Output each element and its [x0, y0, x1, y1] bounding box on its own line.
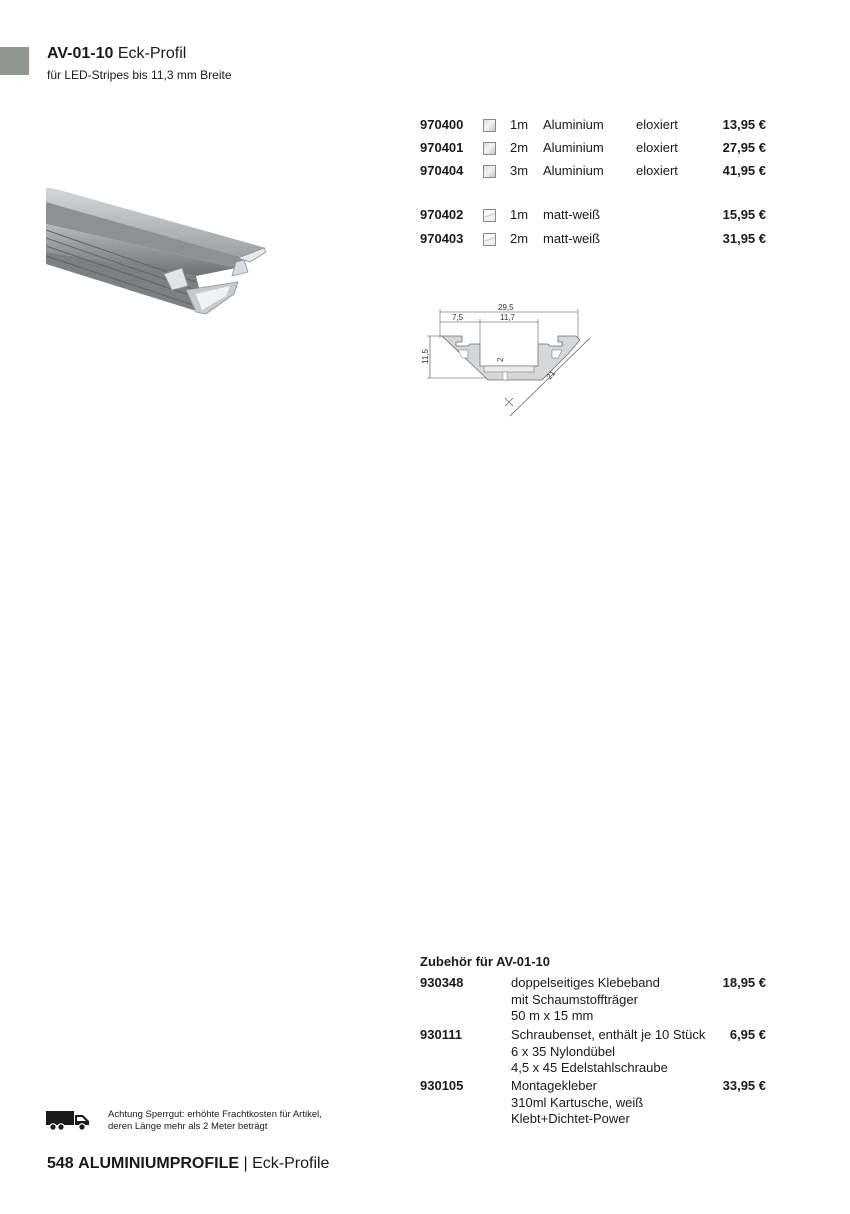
section-title: ALUMINIUMPROFILE — [78, 1155, 240, 1172]
material: Aluminium — [543, 140, 604, 155]
color-swatch-aluminium — [483, 142, 496, 155]
dim-left-label: 7,5 — [452, 313, 464, 322]
truck-icon — [46, 1109, 91, 1131]
article-number: 970402 — [420, 207, 464, 222]
footer-separator: | — [243, 1155, 248, 1172]
material: matt-weiß — [543, 231, 601, 246]
description-line: 4,5 x 45 Edelstahlschraube — [511, 1060, 668, 1075]
article-number: 930111 — [420, 1027, 462, 1042]
length: 3m — [510, 163, 529, 178]
article-number: 970401 — [420, 140, 464, 155]
description-line: 310ml Kartusche, weiß — [511, 1094, 644, 1110]
description-line: Montagekleber — [511, 1078, 597, 1093]
profile-cross-section-drawing — [418, 298, 598, 420]
finish: eloxiert — [636, 140, 678, 155]
finish: eloxiert — [636, 117, 678, 132]
color-swatch-aluminium — [483, 165, 496, 178]
length: 1m — [510, 117, 529, 132]
product-row — [420, 115, 768, 135]
price: 18,95 € — [722, 975, 766, 990]
description-line: 50 m x 15 mm — [511, 1008, 594, 1023]
dim-height-label: 11,5 — [421, 349, 430, 364]
article-number: 970400 — [420, 117, 464, 132]
price: 41,95 € — [722, 163, 766, 178]
price: 33,95 € — [722, 1078, 766, 1093]
dim-diagonal-label: 21 — [544, 368, 558, 382]
product-row — [420, 229, 768, 249]
product-name: Eck-Profil — [117, 45, 187, 62]
description-line: Klebt+Dichtet-Power — [511, 1111, 630, 1126]
product-subtitle: für LED-Stripes bis 11,3 mm Breite — [47, 68, 232, 82]
shipping-note — [108, 1109, 322, 1132]
article-number: 930105 — [420, 1078, 464, 1093]
article-number: 970403 — [420, 231, 464, 246]
accessory-item — [420, 1078, 768, 1128]
price: 13,95 € — [722, 117, 766, 132]
accessory-description — [511, 975, 660, 1025]
description-line: 6 x 35 Nylondübel — [511, 1043, 616, 1059]
accessory-description — [511, 1027, 705, 1077]
article-number: 970404 — [420, 163, 464, 178]
accessory-item — [420, 975, 768, 1025]
material: matt-weiß — [543, 207, 601, 222]
shipping-note-line: Achtung Sperrgut: erhöhte Frachtkosten für Artikel, — [108, 1109, 322, 1120]
page-number: 548 — [47, 1155, 74, 1172]
color-swatch-white — [483, 233, 496, 246]
page-footer — [47, 1154, 329, 1174]
material: Aluminium — [543, 117, 604, 132]
product-row — [420, 138, 768, 158]
product-row — [420, 205, 768, 225]
subsection-title: Eck-Profile — [252, 1155, 330, 1172]
accessory-item — [420, 1027, 768, 1077]
accessory-description — [511, 1078, 643, 1128]
accessories-heading: Zubehör für AV-01-10 — [420, 954, 551, 969]
color-swatch-white — [483, 209, 496, 222]
article-number: 930348 — [420, 975, 464, 990]
price: 31,95 € — [722, 231, 766, 246]
length: 1m — [510, 207, 529, 222]
shipping-note-line: deren Länge mehr als 2 Meter beträgt — [108, 1120, 268, 1132]
section-tab-marker — [0, 47, 29, 75]
price: 27,95 € — [722, 140, 766, 155]
dim-inner-label: 11,7 — [500, 313, 515, 322]
description-line: Schraubenset, enthält je 10 Stück — [511, 1027, 706, 1042]
length: 2m — [510, 231, 529, 246]
price: 6,95 € — [729, 1027, 766, 1042]
description-line: mit Schaumstoffträger — [511, 991, 638, 1007]
product-photo — [46, 186, 271, 318]
length: 2m — [510, 140, 529, 155]
product-row — [420, 161, 768, 181]
color-swatch-aluminium — [483, 119, 496, 132]
product-code: AV-01-10 — [47, 45, 114, 62]
material: Aluminium — [543, 163, 604, 178]
dim-total-label: 29,5 — [498, 303, 514, 312]
price: 15,95 € — [722, 207, 766, 222]
description-line: doppelseitiges Klebeband — [511, 975, 660, 990]
dim-depth-label: 2 — [496, 357, 505, 362]
product-title — [47, 44, 186, 64]
finish: eloxiert — [636, 163, 678, 178]
